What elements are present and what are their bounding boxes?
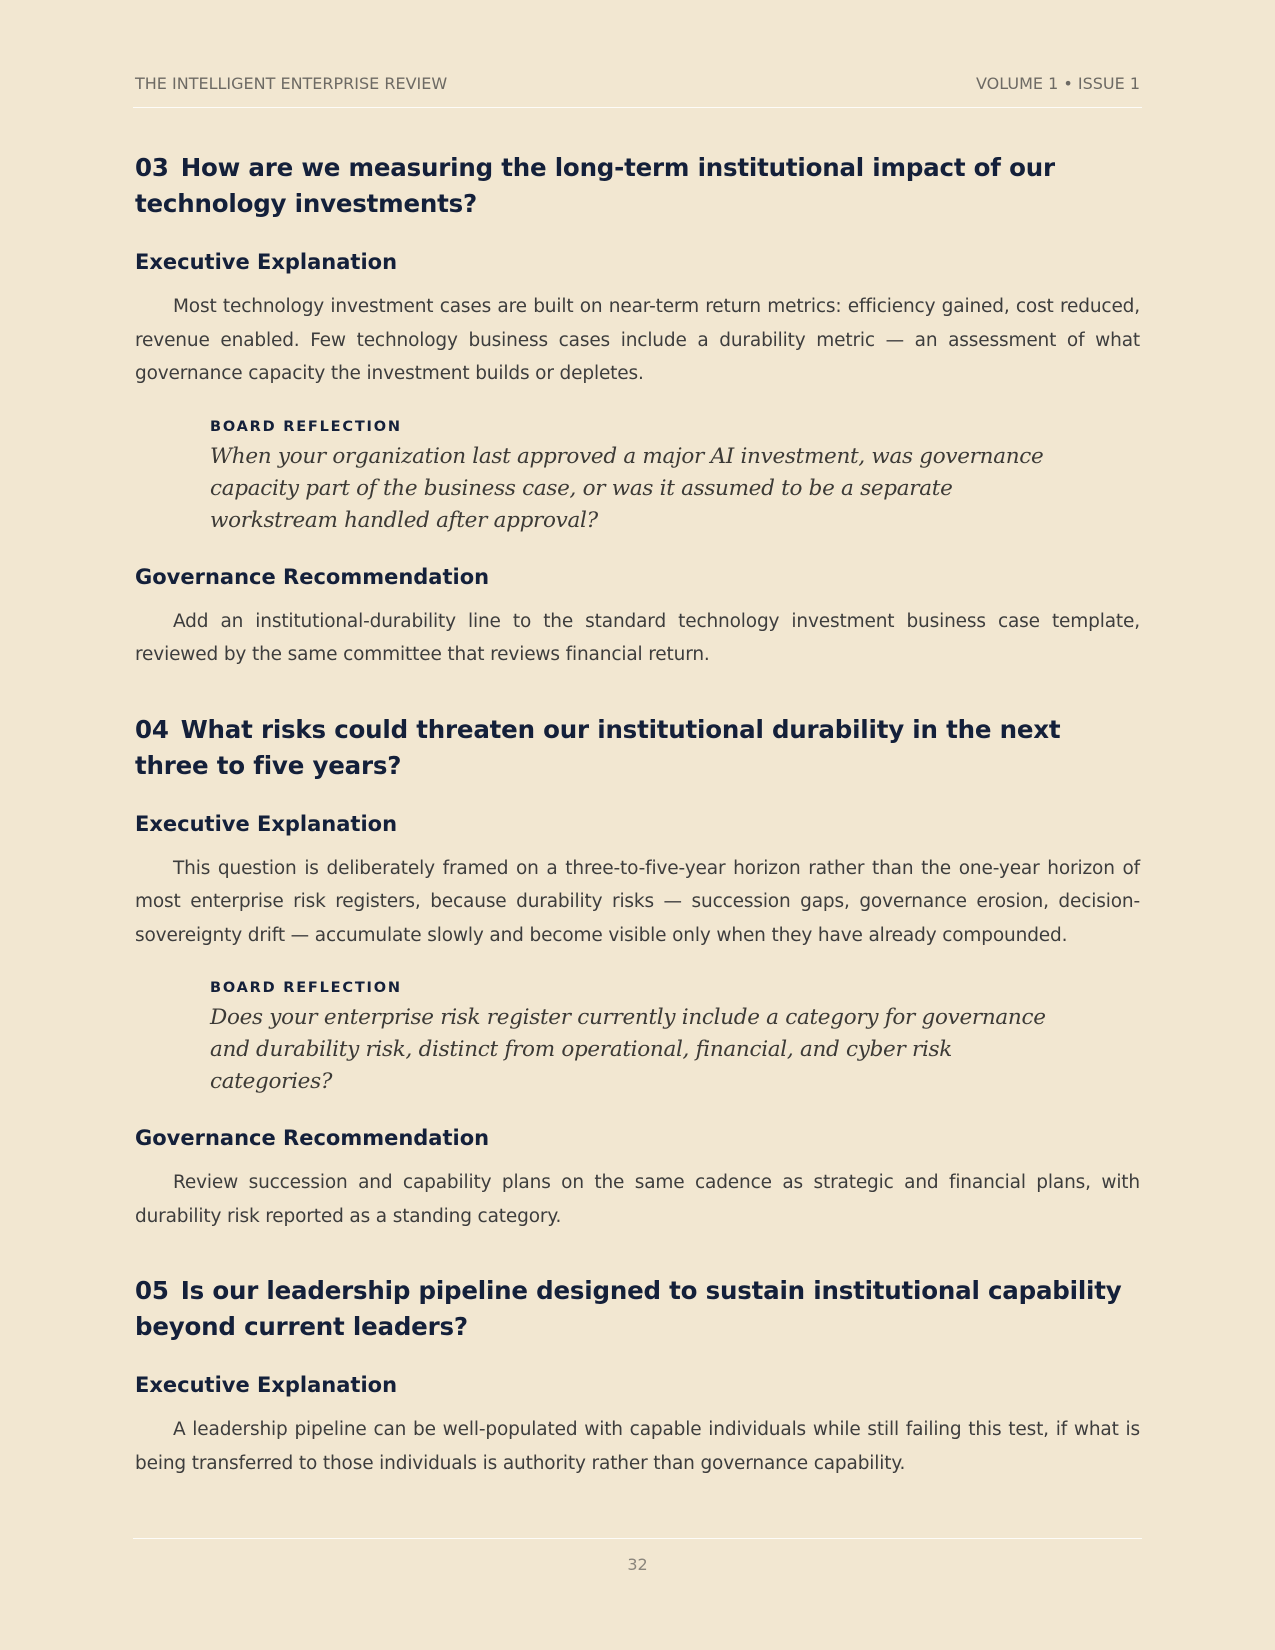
recommendation-heading: Governance Recommendation	[135, 1126, 490, 1150]
section-05	[135, 1273, 1140, 1480]
document-page	[135, 0, 1140, 1650]
explanation-paragraph: A leadership pipeline can be well-populated with capable individuals while still failing this test, if what is being transferred to those individuals is authority rather than governance capability.	[135, 1419, 1140, 1474]
section-question	[135, 150, 1140, 222]
question-text: How are we measuring the long-term institutional impact of our technology investments?	[135, 153, 1055, 218]
recommendation-paragraph: Add an institutional-durability line to the standard technology investment business case template, reviewed by the same committee that reviews financial return.	[135, 610, 1140, 665]
running-header	[135, 74, 1140, 93]
reflection-quote: Does your enterprise risk register currently include a category for governance and durability risk, distinct from operational, financial, and cyber risk categories?	[210, 1005, 1046, 1094]
board-reflection	[210, 417, 1080, 537]
section-04	[135, 712, 1140, 1234]
explanation-paragraph: This question is deliberately framed on a three-to-five-year horizon rather than the one-year horizon of most enterprise risk registers, because durability risks — succession gaps, governance erosion, decision-sovereignty drift — accumulate slowly and become visible only when they have already compounded.	[135, 857, 1140, 946]
recommendation-heading: Governance Recommendation	[135, 564, 490, 589]
reflection-label: BOARD REFLECTION	[210, 418, 402, 435]
question-number: 04	[135, 714, 169, 744]
section-03	[135, 150, 1140, 672]
question-number: 03	[135, 153, 169, 182]
explanation-heading: Executive Explanation	[135, 1373, 398, 1397]
section-question	[135, 712, 1140, 784]
header-divider	[133, 107, 1142, 108]
question-text: Is our leadership pipeline designed to sustain institutional capability beyond current leaders?	[135, 1276, 1122, 1341]
reflection-quote: When your organization last approved a major AI investment, was governance capacity part of the business case, or was it assumed to be a separate workstream handled after approval?	[210, 443, 1044, 533]
board-reflection	[210, 978, 1080, 1098]
reflection-label: BOARD REFLECTION	[210, 980, 402, 996]
section-question	[135, 1273, 1140, 1345]
recommendation-paragraph: Review succession and capability plans on the same cadence as strategic and financial plans, with durability risk reported as a standing category.	[135, 1172, 1140, 1227]
page-content	[135, 150, 1140, 1480]
question-text: What risks could threaten our institutional durability in the next three to five years?	[135, 714, 1061, 780]
footer-divider	[133, 1538, 1142, 1539]
explanation-heading: Executive Explanation	[135, 811, 398, 836]
publication-title: THE INTELLIGENT ENTERPRISE REVIEW	[135, 74, 448, 93]
explanation-paragraph: Most technology investment cases are built on near-term return metrics: efficiency gained, cost reduced, revenue enabled. Few technology business cases include a durability metric — an assessment of what governance capacity the investment builds or depletes.	[135, 296, 1140, 384]
question-number: 05	[135, 1276, 169, 1305]
page-number: 32	[627, 1555, 648, 1574]
explanation-heading: Executive Explanation	[135, 250, 398, 274]
issue-label: VOLUME 1 • ISSUE 1	[976, 74, 1140, 93]
